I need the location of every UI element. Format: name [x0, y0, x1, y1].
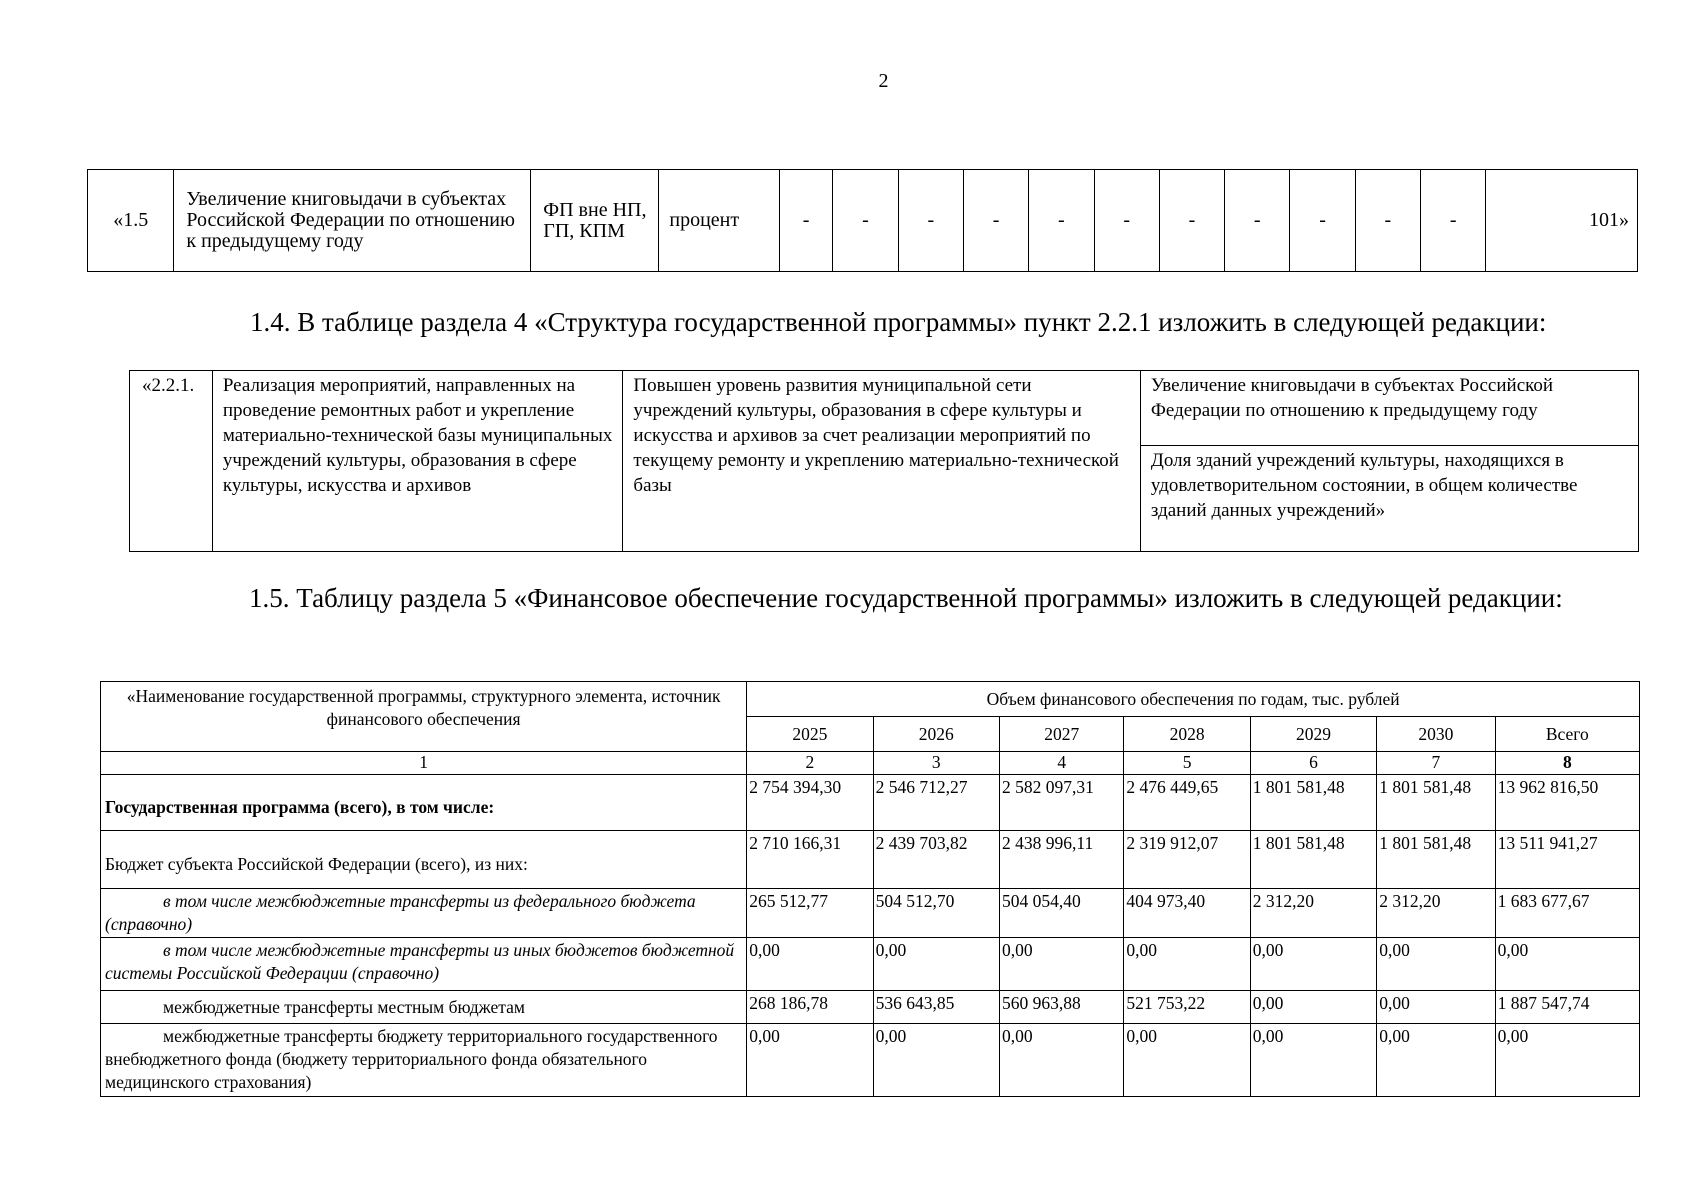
value-cell: 2 754 394,30: [747, 775, 873, 831]
value-cell: 504 512,70: [873, 889, 999, 938]
row-label: в том числе межбюджетные трансферты из федерального бюджета (справочно): [101, 889, 747, 938]
col-number: 7: [1377, 752, 1495, 775]
value-cell: 404 973,40: [1124, 889, 1250, 938]
value-cell: 2 582 097,31: [1000, 775, 1124, 831]
value-cell: 0,00: [1495, 938, 1639, 991]
value-cell: 0,00: [873, 1024, 999, 1097]
value-cell: 0,00: [1377, 938, 1495, 991]
indicator-name: Увеличение книговыдачи в субъектах Российской Федерации по отношению к предыдущему году: [174, 170, 531, 272]
value-cell: 0,00: [1250, 991, 1376, 1024]
value-cell: 2 710 166,31: [747, 831, 873, 889]
value-cell: -: [963, 170, 1028, 272]
value-cell: 0,00: [747, 938, 873, 991]
header-total: Всего: [1495, 717, 1639, 752]
row-label: межбюджетные трансферты бюджету территориального государственного внебюджетного фонда (бюджету территориального фонда обязательного медицинского страхования): [101, 1024, 747, 1097]
col-number: 3: [873, 752, 999, 775]
structure-table: [129, 370, 1639, 552]
value-cell: -: [779, 170, 832, 272]
value-cell: 2 476 449,65: [1124, 775, 1250, 831]
table-row: [101, 775, 1640, 831]
header-name: «Наименование государственной программы, структурного элемента, источник финансового обеспечения: [101, 682, 747, 752]
value-cell: 2 439 703,82: [873, 831, 999, 889]
table-row: [101, 991, 1640, 1024]
value-cell: -: [1290, 170, 1355, 272]
table-row: [101, 1024, 1640, 1097]
page-number: 2: [878, 70, 889, 92]
value-cell: 536 643,85: [873, 991, 999, 1024]
value-cell: 13 511 941,27: [1495, 831, 1639, 889]
value-cell: 2 546 712,27: [873, 775, 999, 831]
value-cell: -: [1094, 170, 1159, 272]
value-cell: 268 186,78: [747, 991, 873, 1024]
value-cell: 0,00: [1250, 1024, 1376, 1097]
header-year: 2027: [1000, 717, 1124, 752]
indicator-unit: процент: [659, 170, 779, 272]
value-cell: 265 512,77: [747, 889, 873, 938]
finance-table: [100, 681, 1640, 1097]
value-cell-final: 101»: [1486, 170, 1638, 272]
indicator-level: ФП вне НП, ГП, КПМ: [531, 170, 659, 272]
value-cell: 504 054,40: [1000, 889, 1124, 938]
value-cell: 2 312,20: [1377, 889, 1495, 938]
value-cell: -: [833, 170, 898, 272]
structure-effect: Повышен уровень развития муниципальной сети учреждений культуры, образования в сфере культуры и искусства и архивов за счет реализации мероприятий по текущему ремонту и укреплению материально-технической базы: [623, 371, 1141, 552]
col-number: 2: [747, 752, 873, 775]
header-year: 2030: [1377, 717, 1495, 752]
value-cell: 0,00: [1250, 938, 1376, 991]
indicator-code: «1.5: [88, 170, 174, 272]
paragraph-1-4: 1.4. В таблице раздела 4 «Структура государственной программы» пункт 2.2.1 изложить в следующей редакции:: [250, 307, 1547, 337]
structure-task: Реализация мероприятий, направленных на проведение ремонтных работ и укрепление материально-технической базы муниципальных учреждений культуры, образования в сфере культуры, искусства и архивов: [212, 371, 623, 552]
col-number: 1: [101, 752, 747, 775]
row-label: Государственная программа (всего), в том числе:: [101, 775, 747, 831]
value-cell: 1 801 581,48: [1377, 775, 1495, 831]
value-cell: -: [1355, 170, 1420, 272]
value-cell: 0,00: [873, 938, 999, 991]
value-cell: 0,00: [1124, 938, 1250, 991]
value-cell: 1 801 581,48: [1377, 831, 1495, 889]
value-cell: -: [1421, 170, 1486, 272]
value-cell: 0,00: [1377, 991, 1495, 1024]
value-cell: 1 683 677,67: [1495, 889, 1639, 938]
value-cell: -: [898, 170, 963, 272]
value-cell: 2 312,20: [1250, 889, 1376, 938]
row-label: Бюджет субъекта Российской Федерации (всего), из них:: [101, 831, 747, 889]
column-number-row: [101, 752, 1640, 775]
paragraph-1-5: 1.5. Таблицу раздела 5 «Финансовое обеспечение государственной программы» изложить в следующей редакции:: [249, 583, 1563, 613]
table-header-row: [101, 682, 1640, 717]
col-number: 4: [1000, 752, 1124, 775]
value-cell: 1 801 581,48: [1250, 831, 1376, 889]
value-cell: 0,00: [1377, 1024, 1495, 1097]
value-cell: 560 963,88: [1000, 991, 1124, 1024]
header-year: 2028: [1124, 717, 1250, 752]
structure-code: «2.2.1.: [130, 371, 213, 552]
value-cell: -: [1225, 170, 1290, 272]
table-row: [101, 938, 1640, 991]
value-cell: 2 319 912,07: [1124, 831, 1250, 889]
structure-indicator-2: Доля зданий учреждений культуры, находящихся в удовлетворительном состоянии, в общем количестве зданий данных учреждений»: [1140, 446, 1638, 552]
indicator-table: [87, 169, 1638, 272]
value-cell: 0,00: [1124, 1024, 1250, 1097]
value-cell: -: [1029, 170, 1094, 272]
table-row: [101, 889, 1640, 938]
row-label: в том числе межбюджетные трансферты из иных бюджетов бюджетной системы Российской Федерации (справочно): [101, 938, 747, 991]
value-cell: 13 962 816,50: [1495, 775, 1639, 831]
value-cell: 0,00: [747, 1024, 873, 1097]
col-number: 5: [1124, 752, 1250, 775]
col-number: 8: [1495, 752, 1639, 775]
header-year: 2025: [747, 717, 873, 752]
value-cell: 0,00: [1495, 1024, 1639, 1097]
value-cell: -: [1159, 170, 1224, 272]
header-year: 2026: [873, 717, 999, 752]
table-row: [130, 371, 1639, 446]
table-row: [101, 831, 1640, 889]
col-number: 6: [1250, 752, 1376, 775]
header-year: 2029: [1250, 717, 1376, 752]
structure-indicator-1: Увеличение книговыдачи в субъектах Российской Федерации по отношению к предыдущему году: [1140, 371, 1638, 446]
header-volume: Объем финансового обеспечения по годам, тыс. рублей: [747, 682, 1640, 717]
value-cell: 0,00: [1000, 1024, 1124, 1097]
table-row: [88, 170, 1638, 272]
row-label: межбюджетные трансферты местным бюджетам: [101, 991, 747, 1024]
value-cell: 0,00: [1000, 938, 1124, 991]
value-cell: 521 753,22: [1124, 991, 1250, 1024]
value-cell: 2 438 996,11: [1000, 831, 1124, 889]
value-cell: 1 801 581,48: [1250, 775, 1376, 831]
value-cell: 1 887 547,74: [1495, 991, 1639, 1024]
